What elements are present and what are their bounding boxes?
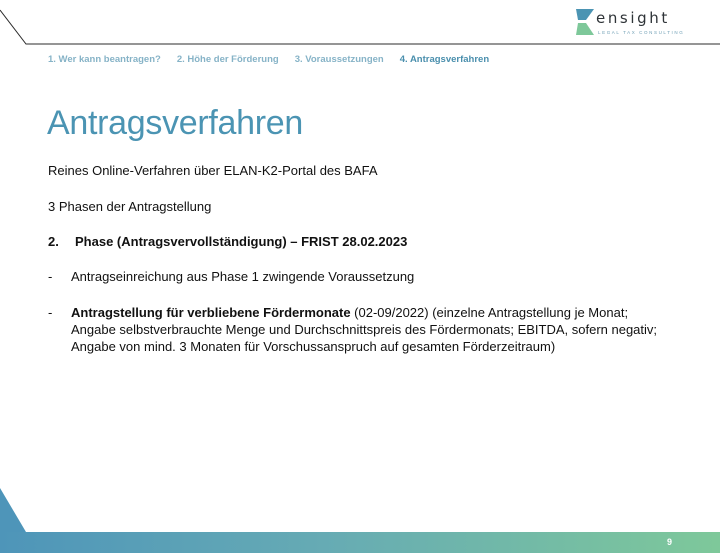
bullet-dash: -	[48, 305, 53, 320]
zensight-logo-icon	[574, 8, 596, 36]
footer-bar	[0, 532, 720, 553]
bullet-rest-text: (02-09/2022) (einzelne Antragstellung je Monat; Angabe selbstverbrauchte Menge und Durchschnittspreis des Fördermonats; EBITDA, sofern negativ; Angabe von mind. 3 Monaten für Vorschussanspruch auf gesamten Förderzeitraum)	[71, 305, 658, 354]
bullet-text: Antragseinreichung aus Phase 1 zwingende Voraussetzung	[71, 269, 415, 284]
bullet-text	[71, 304, 671, 355]
bullet-dash: -	[48, 269, 53, 284]
slide-title: Antragsverfahren	[47, 104, 304, 142]
bullet-bold-text: Antragstellung für verbliebene Fördermonate	[71, 305, 351, 320]
intro-line: Reines Online-Verfahren über ELAN-K2-Portal des BAFA	[48, 163, 378, 178]
section-navigation	[48, 54, 505, 65]
logo-tagline: LEGAL TAX CONSULTING	[598, 30, 685, 35]
phase-heading-text: Phase (Antragsvervollständigung) – FRIST 28.02.2023	[75, 234, 408, 249]
nav-item-hoehe-der-foerderung[interactable]: 2. Höhe der Förderung	[176, 54, 279, 65]
nav-item-wer-kann-beantragen[interactable]: 1. Wer kann beantragen?	[48, 54, 161, 65]
nav-item-voraussetzungen[interactable]: 3. Voraussetzungen	[294, 54, 384, 65]
company-logo	[574, 8, 685, 42]
logo-wordmark: ensight	[596, 9, 670, 27]
phase-number: 2.	[48, 234, 59, 249]
page-number: 9	[666, 537, 672, 547]
nav-item-antragsverfahren[interactable]: 4. Antragsverfahren	[399, 54, 490, 65]
phases-line: 3 Phasen der Antragstellung	[48, 199, 212, 214]
